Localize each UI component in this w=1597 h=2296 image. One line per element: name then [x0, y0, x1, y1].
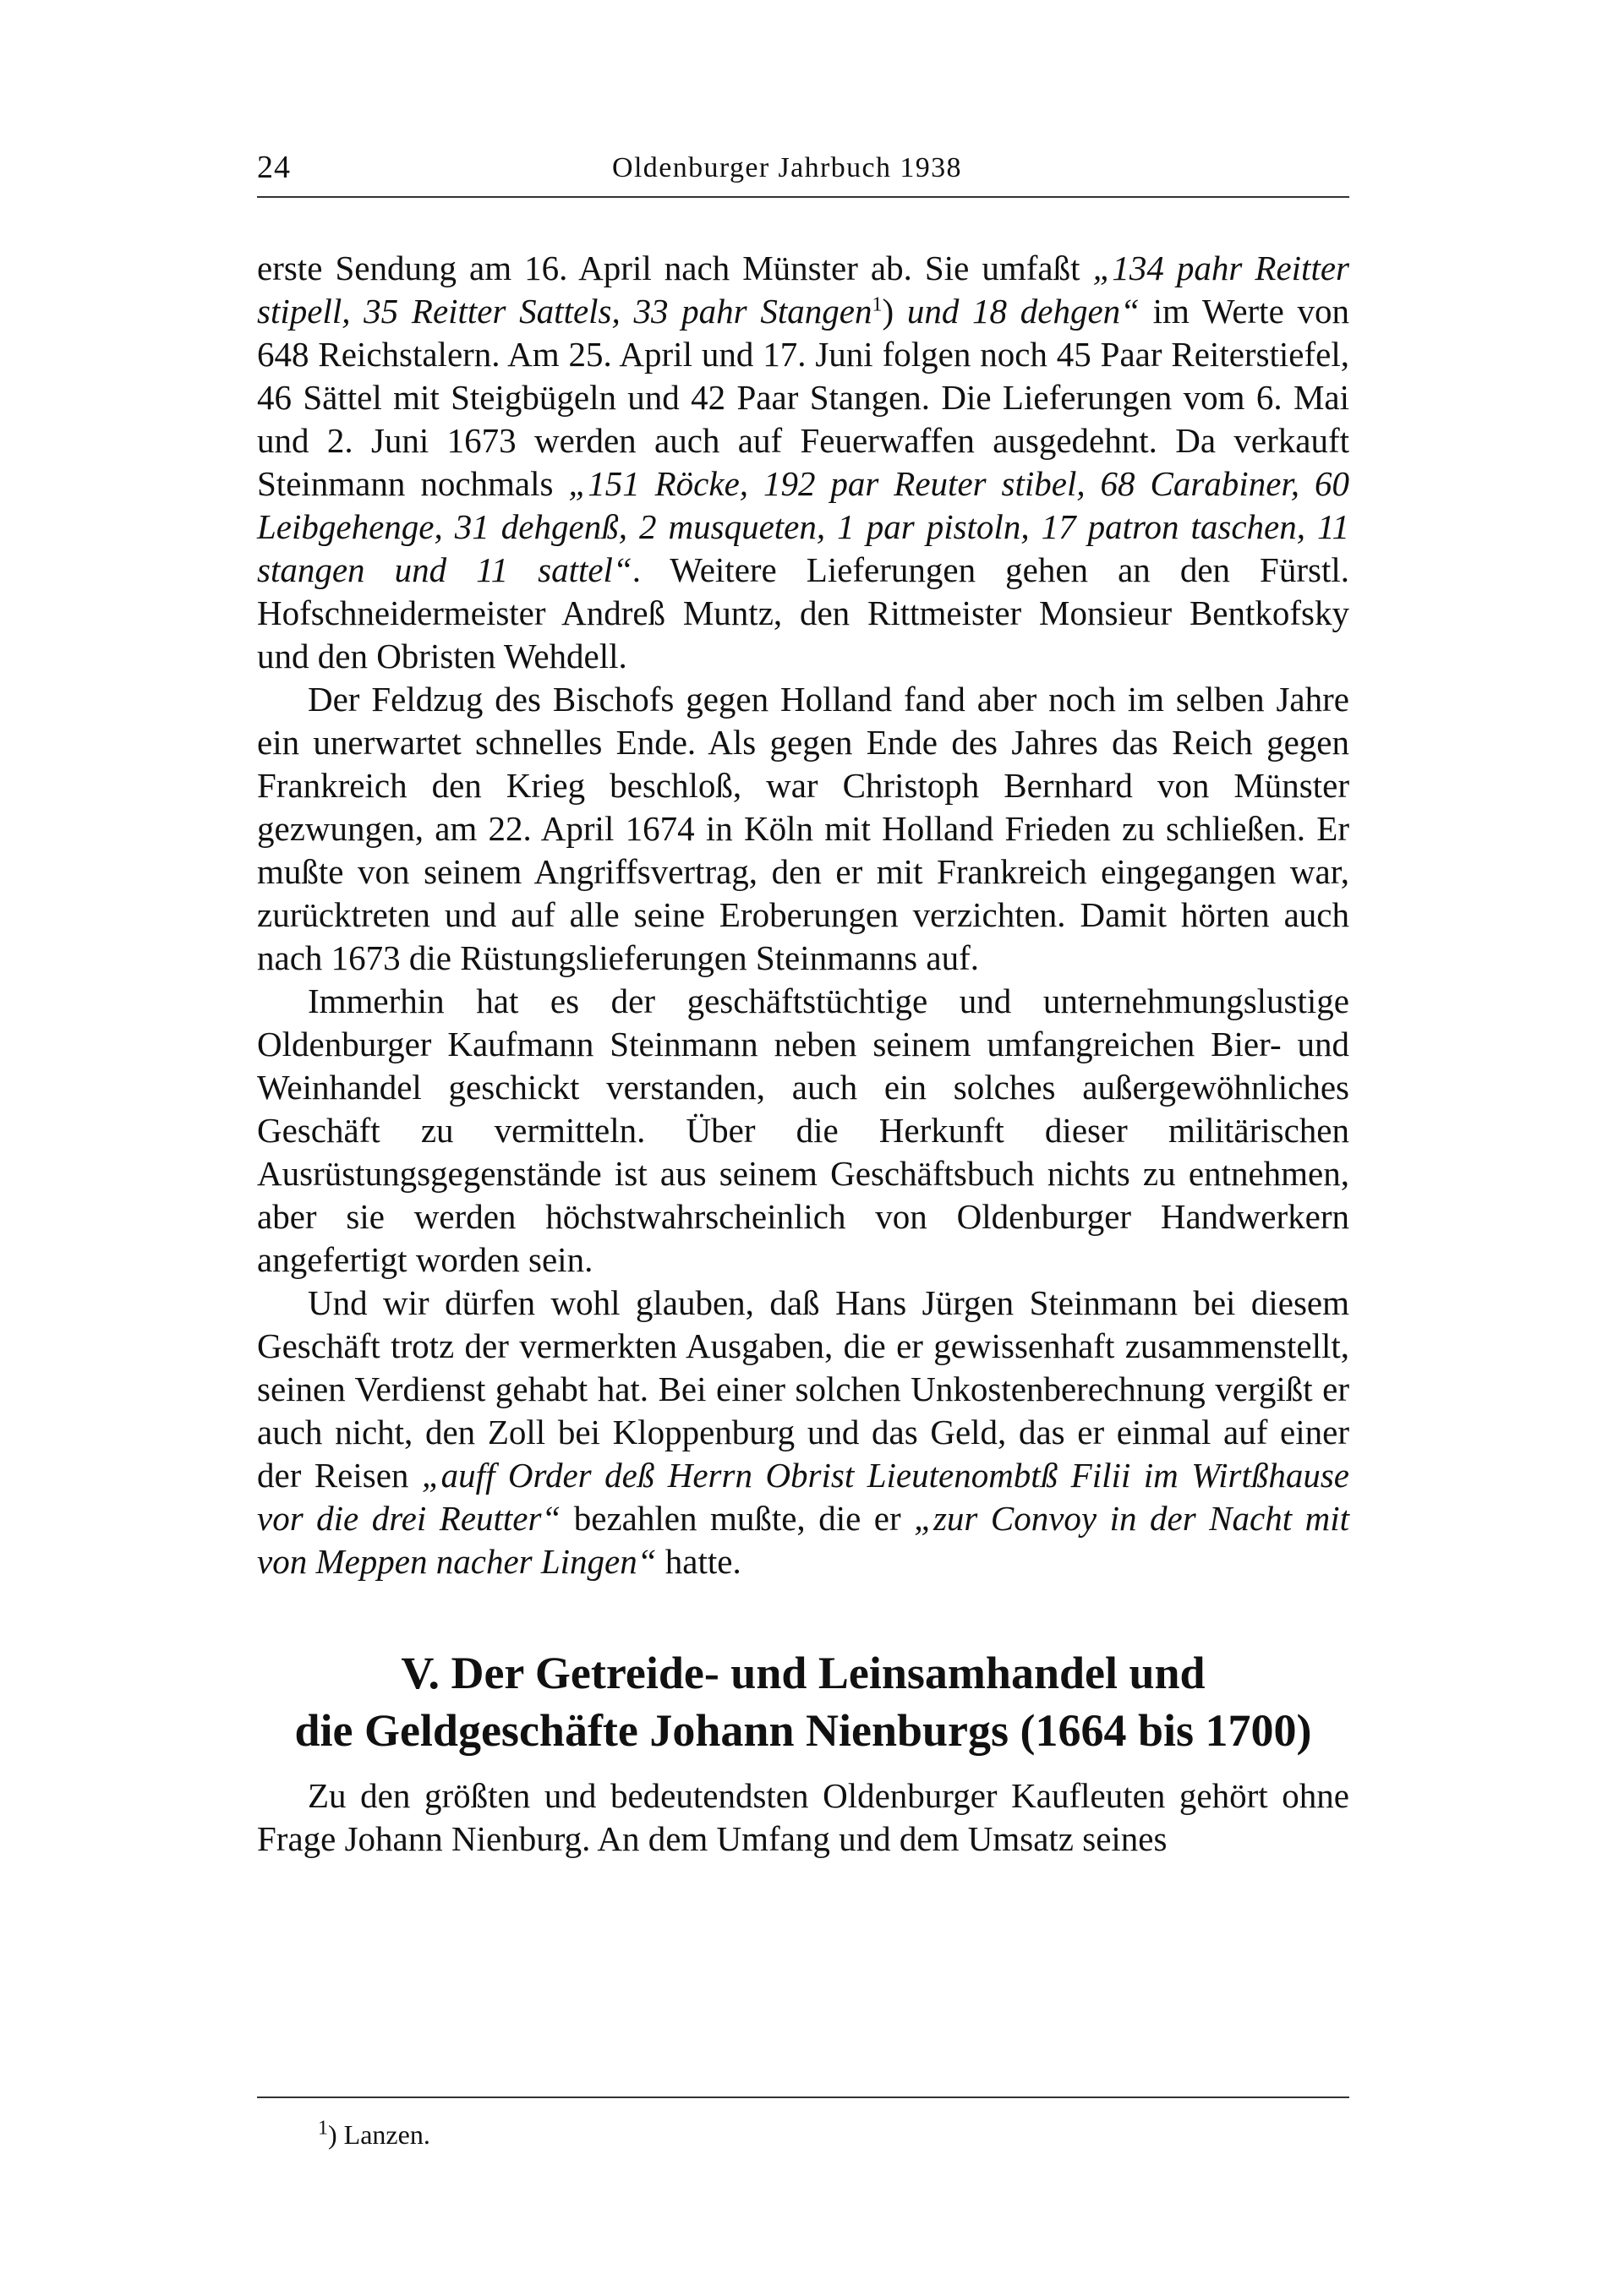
- paragraph-1-quote-1: „134 pahr Reitter stipell, 35 Reitter Sattels, 33 pahr Stangen: [257, 249, 1349, 331]
- paragraph-1-text-d: ): [882, 292, 907, 331]
- paragraph-1-text-h: . Weitere Lieferungen gehen an den Fürstl. Hofschneidermeister Andreß Muntz, den Rittmeister Monsieur Bentkofsky und den Obristen Wehdell.: [257, 550, 1349, 675]
- paragraph-1-quote-3: „151 Röcke, 192 par Reuter stibel, 68 Carabiner, 60 Leibgehenge, 31 dehgenß, 2 musqueten, 1 par pistoln, 17 patron taschen, 11 stangen und 11 sattel“: [257, 464, 1349, 589]
- paragraph-4-text-c: bezahlen mußte, die er: [561, 1499, 915, 1538]
- paragraph-4-text-e: hatte.: [656, 1542, 741, 1581]
- paragraph-2: Der Feldzug des Bischofs gegen Holland fand aber noch im selben Jahre ein unerwartet schnelles Ende. Als gegen Ende des Jahres das Reich gegen Frankreich den Krieg beschloß, war Christoph Bernhard von Münster gezwungen, am 22. April 1674 in Köln mit Holland Frieden zu schließen. Er mußte von seinem Angriffsvertrag, den er mit Frankreich eingegangen war, zurücktreten und auf alle seine Eroberungen verzichten. Damit hörten auch nach 1673 die Rüstungslieferungen Steinmanns auf.: [257, 680, 1349, 977]
- main-text: [257, 247, 1349, 1861]
- footnote-reference: 1: [872, 293, 883, 316]
- paragraph-5: Zu den größten und bedeutendsten Oldenburger Kaufleuten gehört ohne Frage Johann Nienburg. An dem Umfang und dem Umsatz seines: [257, 1776, 1349, 1858]
- paragraph-1-text-f: im Werte von 648 Reichstalern. Am 25. April und 17. Juni folgen noch 45 Paar Reiterstiefel, 46 Sättel mit Steigbügeln und 42 Paar Stangen. Die Lieferungen vom 6. Mai und 2. Juni 1673 werden auch auf Feuerwaffen ausgedehnt. Da verkauft Steinmann nochmals: [257, 292, 1349, 503]
- section-heading: [257, 1644, 1349, 1759]
- section-heading-line-1: V. Der Getreide- und Leinsamhandel und: [401, 1648, 1206, 1698]
- page-number: 24: [257, 150, 291, 185]
- paragraph-4-text-a: Und wir dürfen wohl glauben, daß Hans Jürgen Steinmann bei diesem Geschäft trotz der vermerkten Ausgaben, die er gewissenhaft zusammenstellt, seinen Verdienst gehabt hat. Bei einer solchen Unkostenberechnung vergißt er auch nicht, den Zoll bei Kloppenburg und das Geld, das er einmal auf einer der Reisen: [257, 1283, 1349, 1495]
- paragraph-1-text-a: erste Sendung am 16. April nach Münster ab. Sie umfaßt: [257, 249, 1093, 287]
- footnote-marker: 1: [318, 2117, 328, 2140]
- paragraph-4-quote-1: „auff Order deß Herrn Obrist Lieutenombtß Filii im Wirtßhause vor die drei Reutter“: [257, 1456, 1349, 1538]
- paragraph-1: [257, 247, 1349, 678]
- running-title: Oldenburger Jahrbuch 1938: [612, 152, 962, 183]
- section-heading-line-2: die Geldgeschäfte Johann Nienburgs (1664 bis 1700): [294, 1705, 1312, 1756]
- footnote-rule: [257, 2096, 1349, 2098]
- paragraph-4: [257, 1282, 1349, 1583]
- paragraph-3: Immerhin hat es der geschäftstüchtige und unternehmungslustige Oldenburger Kaufmann Steinmann neben seinem umfangreichen Bier- und Weinhandel geschickt verstanden, auch ein solches außergewöhnliches Geschäft zu vermitteln. Über die Herkunft dieser militärischen Ausrüstungsgegenstände ist aus seinem Geschäftsbuch nichts zu entnehmen, aber sie werden höchstwahrscheinlich von Oldenburger Handwerkern angefertigt worden sein.: [257, 981, 1349, 1279]
- running-head: [257, 142, 1349, 193]
- footnote-text: ) Lanzen.: [328, 2119, 430, 2150]
- header-rule: [257, 196, 1349, 198]
- footnote: [318, 2117, 430, 2152]
- paragraph-4-quote-2: „zur Convoy in der Nacht mit von Meppen nacher Lingen“: [257, 1499, 1350, 1581]
- paragraph-1-quote-2: und 18 dehgen“: [906, 292, 1140, 331]
